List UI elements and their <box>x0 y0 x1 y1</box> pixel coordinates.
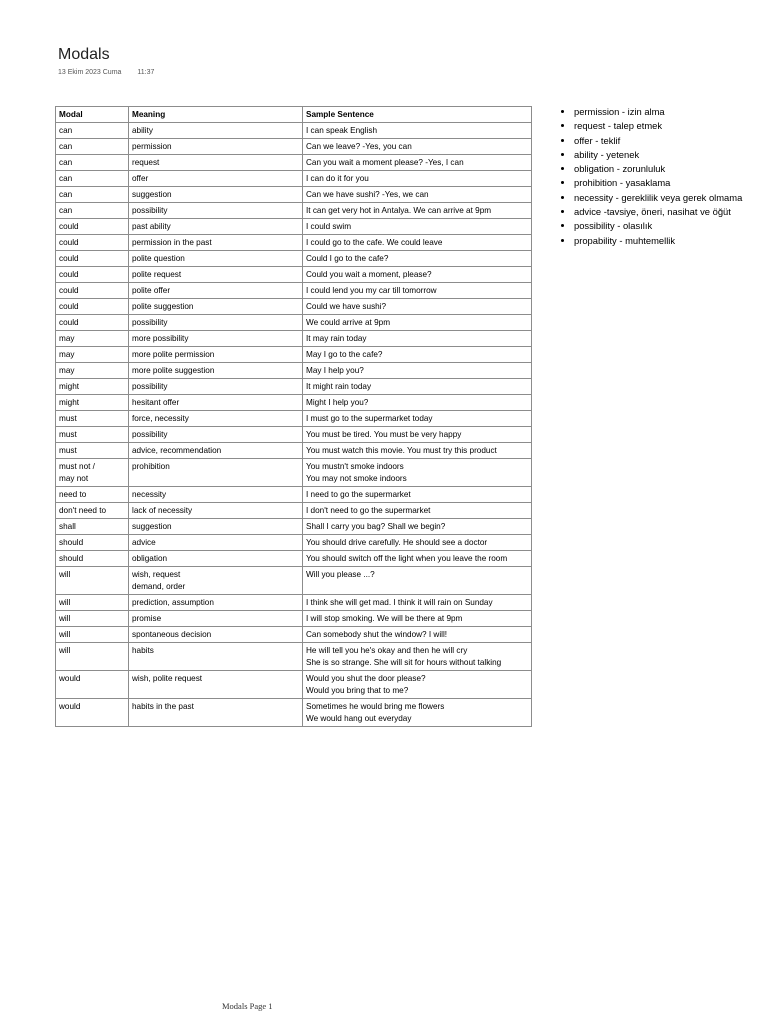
cell-sample-sentence: You should switch off the light when you leave the room <box>303 551 532 567</box>
table-row <box>56 155 532 171</box>
table-row <box>56 519 532 535</box>
glossary-item: • prohibition - yasaklama <box>574 176 768 190</box>
cell-sample-sentence: Would you shut the door please? Would you bring that to me? <box>303 671 532 699</box>
page-date: 13 Ekim 2023 Cuma <box>58 69 122 76</box>
table-row <box>56 699 532 727</box>
cell-meaning: spontaneous decision <box>129 627 303 643</box>
glossary-item: • possibility - olasılık <box>574 219 768 233</box>
cell-sample-sentence: I could swim <box>303 219 532 235</box>
glossary-item: • obligation - zorunluluk <box>574 162 768 176</box>
cell-modal: will <box>56 627 129 643</box>
cell-sample-sentence: Can you wait a moment please? -Yes, I can <box>303 155 532 171</box>
glossary-item: • ability - yetenek <box>574 148 768 162</box>
cell-modal: must <box>56 411 129 427</box>
table-row <box>56 595 532 611</box>
glossary-item: • offer - teklif <box>574 134 768 148</box>
cell-meaning: more polite suggestion <box>129 363 303 379</box>
header-modal: Modal <box>56 107 129 123</box>
cell-modal: should <box>56 551 129 567</box>
cell-modal: could <box>56 219 129 235</box>
cell-modal: would <box>56 699 129 727</box>
cell-modal: will <box>56 643 129 671</box>
cell-meaning: suggestion <box>129 187 303 203</box>
header-sample-sentence: Sample Sentence <box>303 107 532 123</box>
cell-modal: will <box>56 595 129 611</box>
cell-modal: would <box>56 671 129 699</box>
cell-meaning: offer <box>129 171 303 187</box>
cell-meaning: possibility <box>129 315 303 331</box>
cell-sample-sentence: Can we have sushi? -Yes, we can <box>303 187 532 203</box>
cell-sample-sentence: It might rain today <box>303 379 532 395</box>
cell-meaning: polite suggestion <box>129 299 303 315</box>
cell-modal: don't need to <box>56 503 129 519</box>
cell-meaning: wish, request demand, order <box>129 567 303 595</box>
cell-modal: should <box>56 535 129 551</box>
cell-modal: could <box>56 299 129 315</box>
table-body <box>56 123 532 727</box>
cell-meaning: lack of necessity <box>129 503 303 519</box>
cell-modal: could <box>56 267 129 283</box>
cell-meaning: habits in the past <box>129 699 303 727</box>
table-header-row <box>56 107 532 123</box>
cell-modal: could <box>56 235 129 251</box>
cell-sample-sentence: You must watch this movie. You must try this product <box>303 443 532 459</box>
glossary-item: • permission - izin alma <box>574 105 768 119</box>
cell-sample-sentence: It can get very hot in Antalya. We can arrive at 9pm <box>303 203 532 219</box>
cell-meaning: more possibility <box>129 331 303 347</box>
table-row <box>56 315 532 331</box>
cell-modal: shall <box>56 519 129 535</box>
table-row <box>56 503 532 519</box>
cell-modal: may <box>56 347 129 363</box>
cell-modal: can <box>56 155 129 171</box>
cell-meaning: suggestion <box>129 519 303 535</box>
cell-meaning: polite offer <box>129 283 303 299</box>
table-row <box>56 299 532 315</box>
table-row <box>56 139 532 155</box>
cell-sample-sentence: Sometimes he would bring me flowers We would hang out everyday <box>303 699 532 727</box>
cell-modal: can <box>56 139 129 155</box>
cell-meaning: permission in the past <box>129 235 303 251</box>
table-row <box>56 219 532 235</box>
cell-meaning: possibility <box>129 427 303 443</box>
cell-modal: could <box>56 283 129 299</box>
cell-meaning: ability <box>129 123 303 139</box>
table-row <box>56 187 532 203</box>
glossary-list <box>560 105 768 248</box>
header-meaning: Meaning <box>129 107 303 123</box>
table-row <box>56 251 532 267</box>
page-title: Modals <box>58 46 110 63</box>
table-row <box>56 487 532 503</box>
cell-modal: can <box>56 171 129 187</box>
glossary-item: • advice -tavsiye, öneri, nasihat ve öğüt <box>574 205 768 219</box>
cell-modal: can <box>56 203 129 219</box>
table-row <box>56 283 532 299</box>
cell-sample-sentence: I will stop smoking. We will be there at 9pm <box>303 611 532 627</box>
cell-meaning: more polite permission <box>129 347 303 363</box>
table-row <box>56 535 532 551</box>
cell-modal: can <box>56 123 129 139</box>
table-row <box>56 671 532 699</box>
cell-modal: could <box>56 251 129 267</box>
cell-sample-sentence: I must go to the supermarket today <box>303 411 532 427</box>
cell-meaning: prediction, assumption <box>129 595 303 611</box>
table-row <box>56 459 532 487</box>
cell-sample-sentence: Might I help you? <box>303 395 532 411</box>
page-footer: Modals Page 1 <box>222 1001 273 1011</box>
cell-modal: will <box>56 567 129 595</box>
glossary-item: • propability - muhtemellik <box>574 234 768 248</box>
table-row <box>56 551 532 567</box>
cell-sample-sentence: He will tell you he's okay and then he will cry She is so strange. She will sit for hours without talking <box>303 643 532 671</box>
cell-sample-sentence: I could lend you my car till tomorrow <box>303 283 532 299</box>
cell-sample-sentence: You mustn't smoke indoors You may not smoke indoors <box>303 459 532 487</box>
cell-meaning: habits <box>129 643 303 671</box>
cell-sample-sentence: I don't need to go the supermarket <box>303 503 532 519</box>
cell-sample-sentence: Can we leave? -Yes, you can <box>303 139 532 155</box>
table-row <box>56 123 532 139</box>
table-row <box>56 331 532 347</box>
cell-meaning: hesitant offer <box>129 395 303 411</box>
cell-meaning: promise <box>129 611 303 627</box>
table-row <box>56 395 532 411</box>
table-row <box>56 643 532 671</box>
glossary-item: • necessity - gereklilik veya gerek olmama <box>574 191 768 205</box>
cell-sample-sentence: I can do it for you <box>303 171 532 187</box>
cell-sample-sentence: Could I go to the cafe? <box>303 251 532 267</box>
table-row <box>56 347 532 363</box>
cell-meaning: advice, recommendation <box>129 443 303 459</box>
table-row <box>56 427 532 443</box>
cell-meaning: polite question <box>129 251 303 267</box>
cell-meaning: wish, polite request <box>129 671 303 699</box>
table-row <box>56 611 532 627</box>
cell-meaning: possibility <box>129 203 303 219</box>
cell-modal: could <box>56 315 129 331</box>
cell-sample-sentence: Will you please ...? <box>303 567 532 595</box>
cell-sample-sentence: May I go to the cafe? <box>303 347 532 363</box>
table-row <box>56 267 532 283</box>
cell-modal: can <box>56 187 129 203</box>
cell-modal: must <box>56 443 129 459</box>
cell-modal: might <box>56 395 129 411</box>
cell-modal: must <box>56 427 129 443</box>
cell-modal: need to <box>56 487 129 503</box>
cell-sample-sentence: I need to go the supermarket <box>303 487 532 503</box>
cell-meaning: force, necessity <box>129 411 303 427</box>
table-row <box>56 411 532 427</box>
page-meta <box>58 69 154 76</box>
cell-sample-sentence: Could we have sushi? <box>303 299 532 315</box>
cell-sample-sentence: May I help you? <box>303 363 532 379</box>
cell-meaning: obligation <box>129 551 303 567</box>
cell-meaning: necessity <box>129 487 303 503</box>
cell-sample-sentence: I could go to the cafe. We could leave <box>303 235 532 251</box>
table-row <box>56 443 532 459</box>
cell-sample-sentence: I think she will get mad. I think it will rain on Sunday <box>303 595 532 611</box>
cell-sample-sentence: I can speak English <box>303 123 532 139</box>
table-row <box>56 171 532 187</box>
cell-meaning: prohibition <box>129 459 303 487</box>
cell-modal: might <box>56 379 129 395</box>
page-time: 11:37 <box>137 69 155 76</box>
cell-meaning: past ability <box>129 219 303 235</box>
cell-sample-sentence: Shall I carry you bag? Shall we begin? <box>303 519 532 535</box>
modals-table <box>55 106 532 727</box>
cell-sample-sentence: It may rain today <box>303 331 532 347</box>
table-row <box>56 203 532 219</box>
cell-sample-sentence: You must be tired. You must be very happy <box>303 427 532 443</box>
glossary-item: • request - talep etmek <box>574 119 768 133</box>
cell-meaning: permission <box>129 139 303 155</box>
cell-modal: must not / may not <box>56 459 129 487</box>
cell-modal: may <box>56 363 129 379</box>
table-row <box>56 627 532 643</box>
cell-sample-sentence: Can somebody shut the window? I will! <box>303 627 532 643</box>
cell-meaning: possibility <box>129 379 303 395</box>
cell-sample-sentence: We could arrive at 9pm <box>303 315 532 331</box>
cell-meaning: advice <box>129 535 303 551</box>
table-row <box>56 235 532 251</box>
table-row <box>56 363 532 379</box>
cell-sample-sentence: You should drive carefully. He should see a doctor <box>303 535 532 551</box>
table-row <box>56 379 532 395</box>
cell-modal: may <box>56 331 129 347</box>
cell-meaning: polite request <box>129 267 303 283</box>
cell-sample-sentence: Could you wait a moment, please? <box>303 267 532 283</box>
cell-modal: will <box>56 611 129 627</box>
table-row <box>56 567 532 595</box>
cell-meaning: request <box>129 155 303 171</box>
